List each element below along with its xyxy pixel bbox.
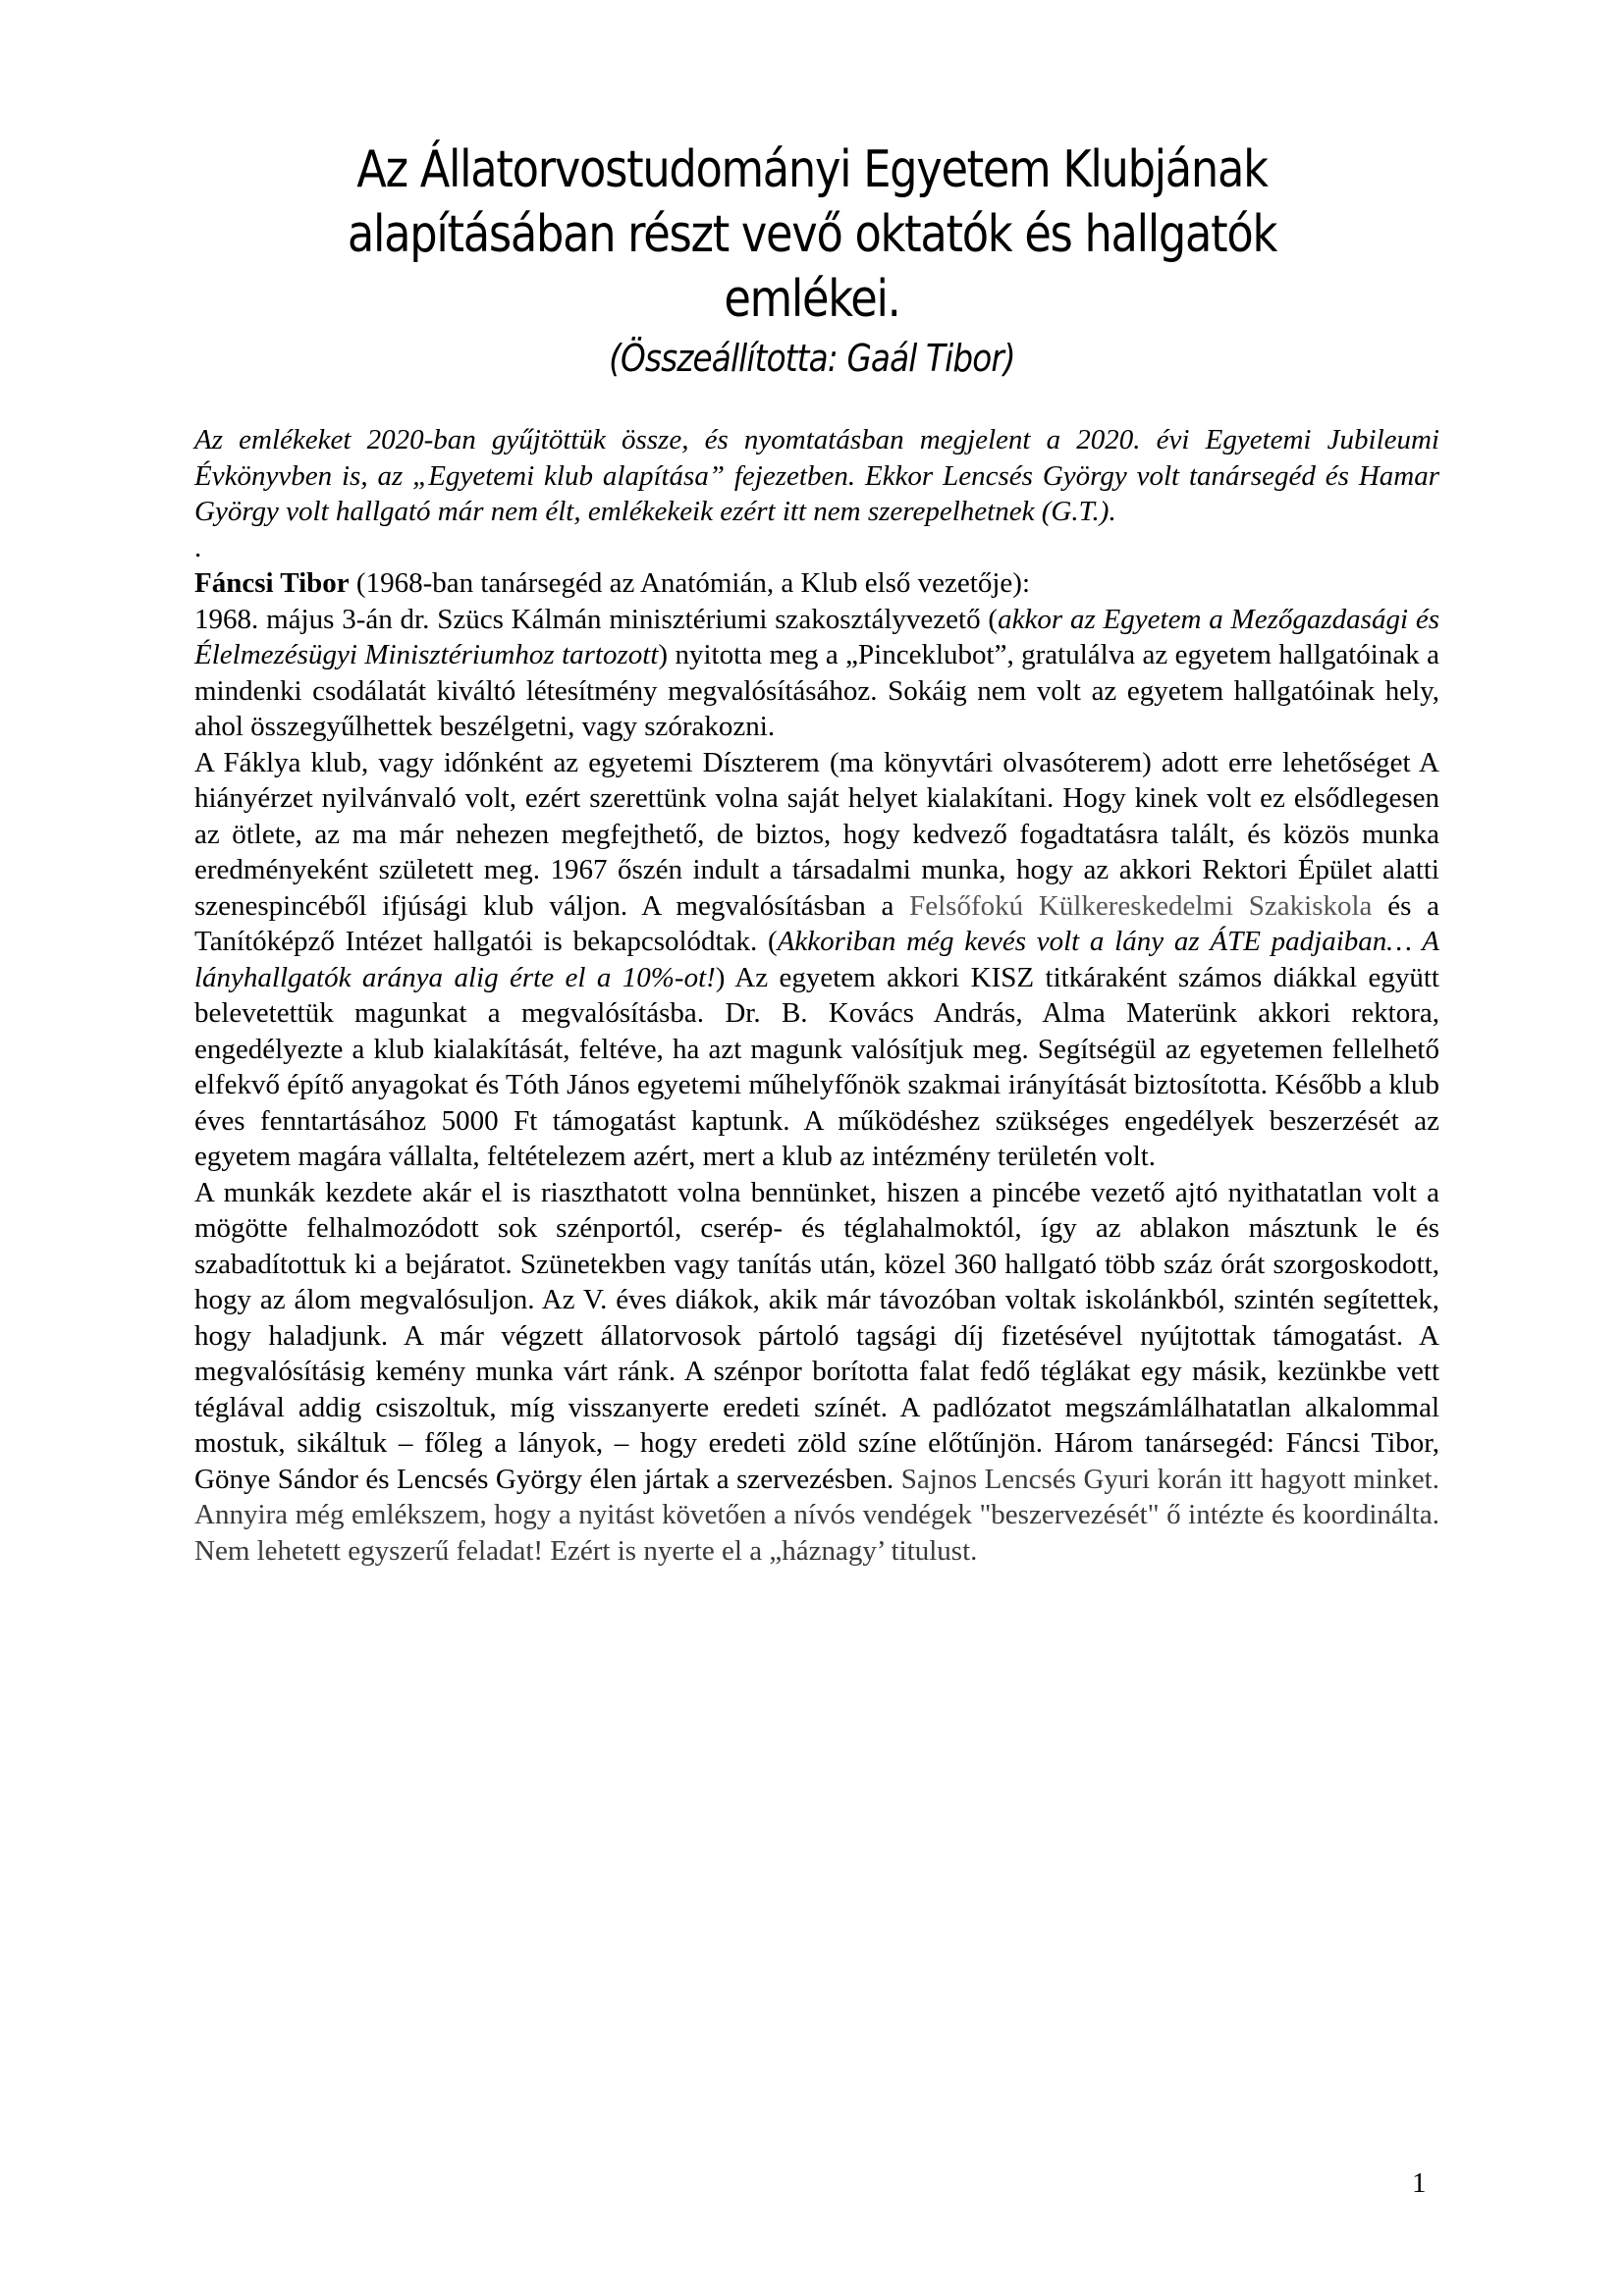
- author-role: (1968-ban tanársegéd az Anatómián, a Klub első vezetője):: [349, 567, 1030, 599]
- author-heading: [194, 565, 1439, 602]
- paragraph-history-gray: Felsőfokú Külkereskedelmi Szakiskola: [909, 889, 1373, 922]
- paragraph-work-gray: Sajnos Lencsés Gyuri korán itt hagyott minket. Annyira még emlékszem, hogy a nyitást követően a nívós vendégek "beszervezését" ő intézte és koordinálta. Nem lehetett egyszerű feladat! Ezért is nyerte el a „háznagy’ titulust.: [194, 1463, 1439, 1567]
- separator-dot: .: [194, 531, 202, 563]
- paragraph-opening-italic: akkor az Egyetem a Mezőgazdasági és Élelmezésügyi Minisztériumhoz tartozott: [194, 603, 1439, 670]
- title-block: [177, 137, 1447, 383]
- compiler-note: (Összeállította: Gaál Tibor): [609, 337, 1015, 380]
- paragraph-work-text-a: A munkák kezdete akár el is riaszthatott volna bennünket, hiszen a pincébe vezető ajtó nyithatatlan volt a mögötte felhalmozódott sok szénportól, cserép- és téglahalmoktól, így az ablakon másztunk le és szabadítottuk ki a bejáratot. Szünetekben vagy tanítás után, közel 360 hallgató több száz órát szorgoskodott, hogy az álom megvalósuljon. Az V. éves diákok, akik már távozóban voltak iskolánkból, szintén segítettek, hogy haladjunk. A már végzett állatorvosok pártoló tagsági díj fizetésével nyújtottak támogatást. A megvalósításig kemény munka várt ránk. A szénpor borította falat fedő téglákat egy másik, kezünkbe vett téglával addig csiszoltuk, míg visszanyerte eredeti színét. A padlózatot megszámlálhatatlan alkalommal mostuk, sikáltuk – főleg a lányok, – hogy eredeti zöld színe előtűnjön. Három tanársegéd: Fáncsi Tibor, Gönye Sándor és Lencsés György élen jártak a szervezésben.: [194, 1176, 1439, 1495]
- paragraph-work: [194, 1175, 1439, 1570]
- paragraph-opening-text-b: ) nyitotta meg a „Pinceklubot”, gratulálva az egyetem hallgatóinak a mindenki csodálatát kiváltó létesítmény megvalósításához. Sokáig nem volt az egyetem hallgatóinak hely, ahol összegyűlhettek beszélgetni, vagy szórakozni.: [194, 639, 1439, 742]
- paragraph-history-italic: Akkoriban még kevés volt a lány az ÁTE padjaiban… A lányhallgatók aránya alig érte el a 10%-ot!: [194, 926, 1439, 993]
- document-title: Az Állatorvostudományi Egyetem Klubjának alapításában részt vevő oktatók és hallgatók emlékei.: [347, 140, 1277, 329]
- paragraph-history-text-b: és a Tanítóképző Intézet hallgatói is bekapcsolódtak. (: [194, 889, 1439, 957]
- page-number: 1: [1412, 2167, 1427, 2199]
- paragraph-opening: [194, 602, 1439, 745]
- paragraph-opening-text-a: 1968. május 3-án dr. Szücs Kálmán minisztériumi szakosztályvezető (: [194, 603, 999, 635]
- paragraph-history-text-c: ) Az egyetem akkori KISZ titkáraként számos diákkal együtt belevetettük magunkat a megvalósításba. Dr. B. Kovács András, Alma Materünk akkori rektora, engedélyezte a klub kialakítását, feltéve, ha azt magunk valósítjuk meg. Segítségül az egyetemen fellelhető elfekvő építő anyagokat és Tóth János egyetemi műhelyfőnök szakmai irányítását biztosította. Később a klub éves fenntartásához 5000 Ft támogatást kaptunk. A működéshez szükséges engedélyek beszerzését az egyetem magára vállalta, feltételezem azért, mert a klub az intézmény területén volt.: [194, 961, 1439, 1172]
- author-name: Fáncsi Tibor: [194, 567, 350, 599]
- paragraph-history: [194, 745, 1439, 1175]
- document-body: [194, 422, 1439, 1569]
- intro-paragraph: Az emlékeket 2020-ban gyűjtöttük össze, és nyomtatásban megjelent a 2020. évi Egyetemi Jubileumi Évkönyvben is, az „Egyetemi klub alapítása” fejezetben. Ekkor Lencsés György volt tanársegéd és Hamar György volt hallgató már nem élt, emlékekeik ezért itt nem szerepelhetnek (G.T.).: [194, 424, 1439, 527]
- paragraph-history-text-a: A Fáklya klub, vagy időnként az egyetemi Díszterem (ma könyvtári olvasóterem) adott erre lehetőséget A hiányérzet nyilvánvaló volt, ezért szerettünk volna saját helyet kialakítani. Hogy kinek volt ez elsődlegesen az ötlete, az ma már nehezen megfejthető, de biztos, hogy kedvező fogadtatásra talált, és közös munka eredményeként született meg. 1967 őszén indult a társadalmi munka, hogy az akkori Rektori Épület alatti szenespincéből ifjúsági klub váljon. A megvalósításban a: [194, 746, 1439, 922]
